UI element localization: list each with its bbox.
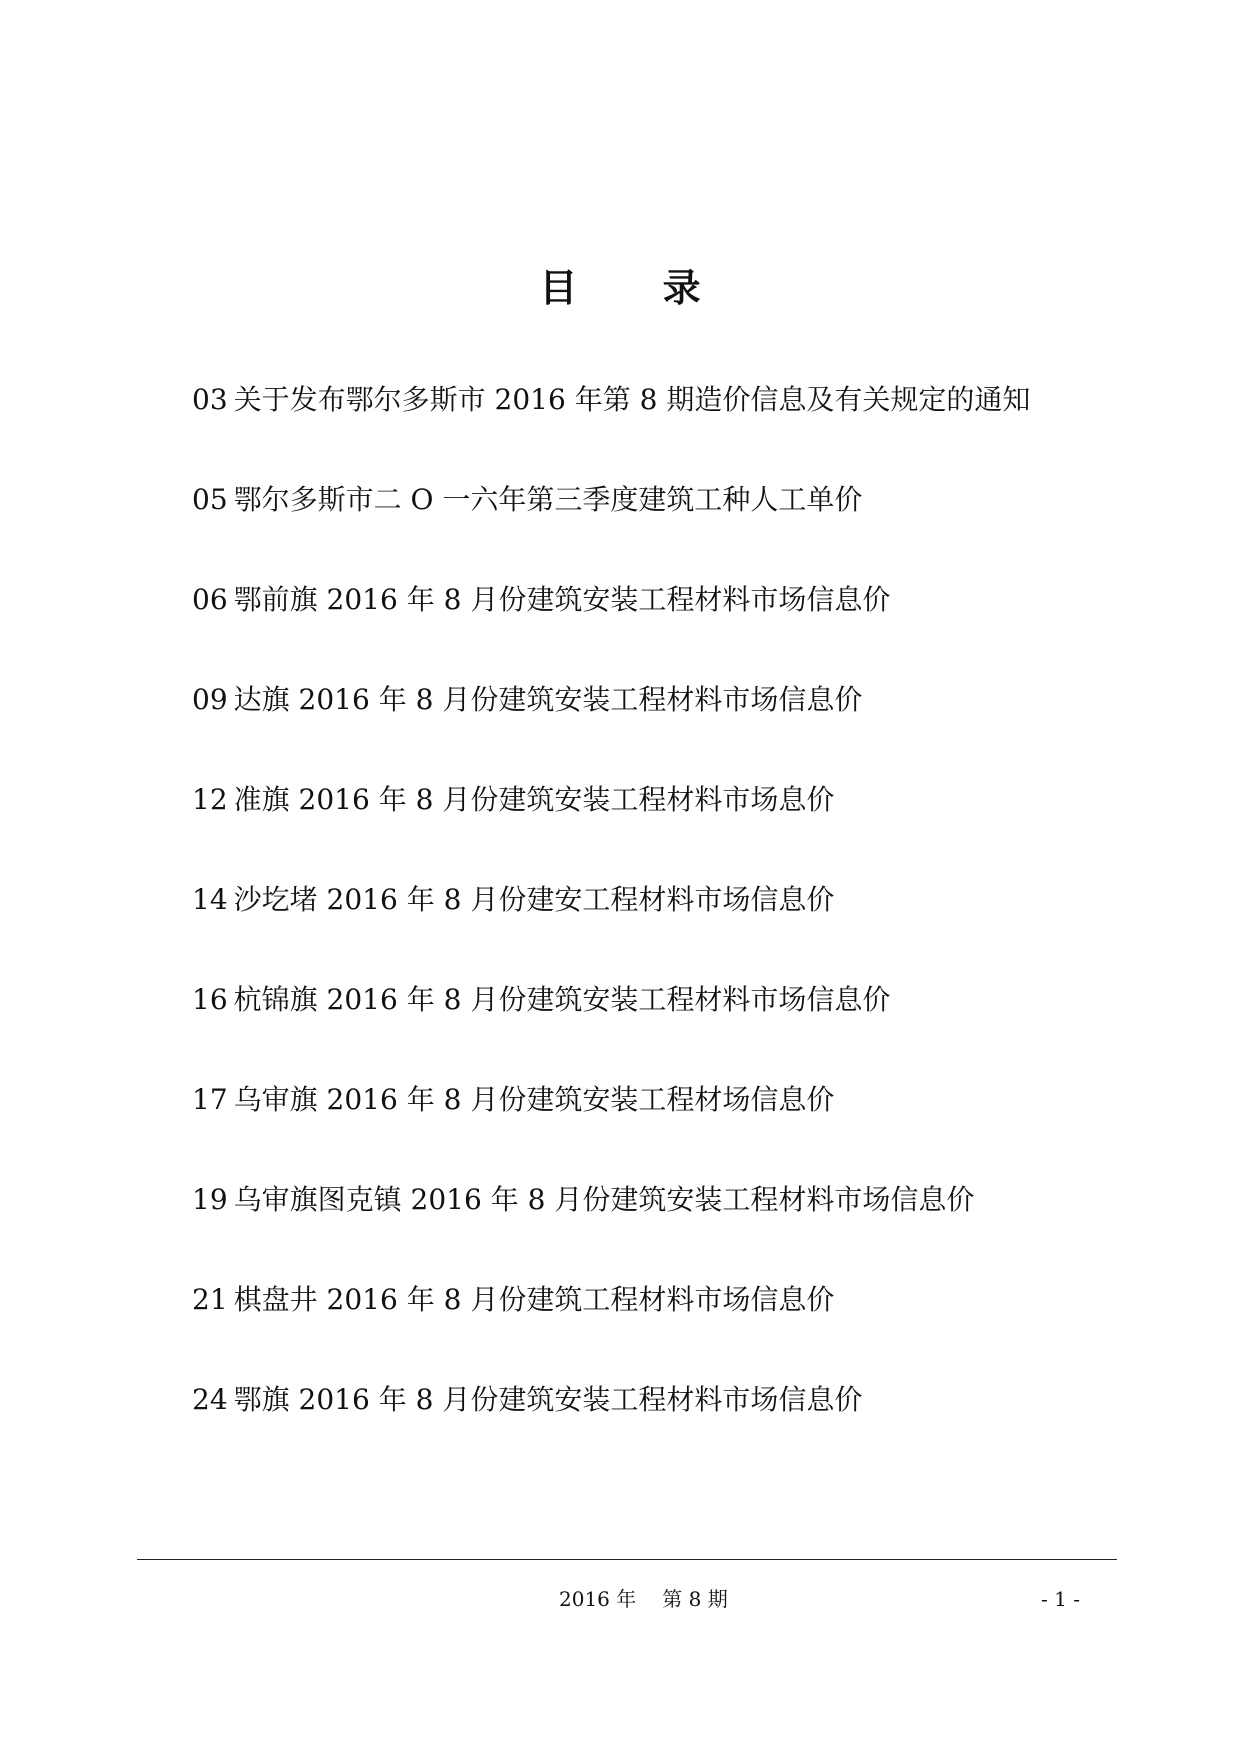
- toc-entry-text: 乌审旗图克镇 2016 年 8 月份建筑安装工程材料市场信息价: [233, 1183, 975, 1216]
- toc-item: [192, 772, 1092, 872]
- toc-page-number: 16: [192, 983, 228, 1016]
- toc-item: [192, 1172, 1092, 1272]
- toc-page-number: 09: [192, 683, 228, 716]
- toc-entry-text: 准旗 2016 年 8 月份建筑安装工程材料市场息价: [233, 783, 835, 816]
- toc-entry-text: 关于发布鄂尔多斯市 2016 年第 8 期造价信息及有关规定的通知: [233, 383, 1031, 416]
- toc-item: [192, 1272, 1092, 1372]
- toc-page-number: 24: [192, 1383, 228, 1416]
- footer-year: 2016 年: [559, 1587, 637, 1611]
- toc-entry-text: 棋盘井 2016 年 8 月份建筑工程材料市场信息价: [233, 1283, 835, 1316]
- toc-page-number: 05: [192, 483, 228, 516]
- toc-entry-text: 乌审旗 2016 年 8 月份建筑安装工程材场信息价: [233, 1083, 835, 1116]
- toc-entry-text: 杭锦旗 2016 年 8 月份建筑安装工程材料市场信息价: [233, 983, 891, 1016]
- toc-item: [192, 1072, 1092, 1172]
- toc-item: [192, 372, 1092, 472]
- footer-issue-info: [559, 1584, 728, 1614]
- toc-item: [192, 872, 1092, 972]
- toc-page-number: 17: [192, 1083, 228, 1116]
- toc-item: [192, 572, 1092, 672]
- toc-item: [192, 472, 1092, 572]
- table-of-contents: [192, 372, 1092, 1472]
- page-title: 目 录: [539, 265, 737, 310]
- toc-page-number: 14: [192, 883, 228, 916]
- footer-divider: [137, 1559, 1117, 1560]
- toc-page-number: 12: [192, 783, 228, 816]
- toc-page-number: 03: [192, 383, 228, 416]
- toc-item: [192, 972, 1092, 1072]
- toc-page-number: 21: [192, 1283, 228, 1316]
- toc-item: [192, 1372, 1092, 1472]
- toc-entry-text: 沙圪堵 2016 年 8 月份建安工程材料市场信息价: [233, 883, 835, 916]
- toc-item: [192, 672, 1092, 772]
- toc-entry-text: 鄂前旗 2016 年 8 月份建筑安装工程材料市场信息价: [233, 583, 891, 616]
- footer-page-number: - 1 -: [1041, 1587, 1080, 1611]
- toc-entry-text: 鄂旗 2016 年 8 月份建筑安装工程材料市场信息价: [233, 1383, 863, 1416]
- toc-page-number: 06: [192, 583, 228, 616]
- footer-issue: 第 8 期: [662, 1587, 728, 1611]
- toc-entry-text: 鄂尔多斯市二 O 一六年第三季度建筑工种人工单价: [233, 483, 863, 516]
- toc-page-number: 19: [192, 1183, 228, 1216]
- toc-entry-text: 达旗 2016 年 8 月份建筑安装工程材料市场信息价: [233, 683, 863, 716]
